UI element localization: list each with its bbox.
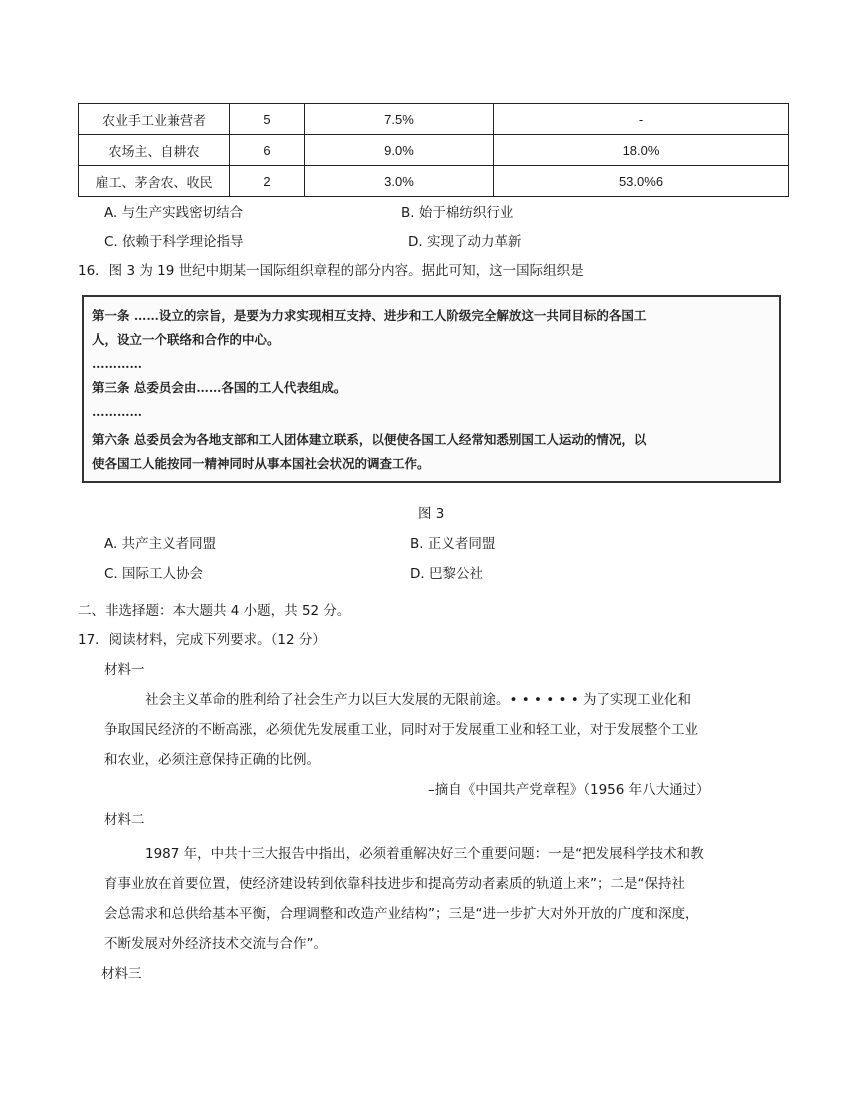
q16-option-a: A. 共产主义者同盟 [104,536,217,552]
material1-source: –摘自《中国共产党章程》（1956 年八大通过） [428,782,710,798]
charter-line: 人，设立一个联络和合作的中心。 [92,332,280,347]
table-cell: 7.5% [305,104,494,135]
table-cell: 6 [230,135,305,166]
table-cell: - [494,104,789,135]
material1-line: 社会主义革命的胜利给了社会生产力以巨大发展的无限前途。• • • • • • 为了实现工业化和 [145,692,692,708]
charter-line: 第三条 总委员会由……各国的工人代表组成。 [92,380,347,395]
charter-line: 第六条 总委员会为各地支部和工人团体建立联系，以便使各国工人经常知悉别国工人运动的情况，以 [92,432,647,447]
table-cell: 农场主、自耕农 [79,135,230,166]
material2-label: 材料二 [104,812,145,828]
material1-line: 争取国民经济的不断高涨，必须优先发展重工业，同时对于发展重工业和轻工业，对于发展整个工业 [104,722,698,738]
q15-option-c: C. 依赖于科学理论指导 [104,234,244,250]
charter-line: 第一条 ……设立的宗旨，是要为力求实现相互支持、进步和工人阶级完全解放这一共同目标的各国工 [92,308,647,323]
table-row [79,104,789,135]
material2-line: 不断发展对外经济技术交流与合作”。 [104,936,327,952]
material2-line: 会总需求和总供给基本平衡，合理调整和改造产业结构”；三是“进一步扩大对外开放的广度和深度， [104,906,699,922]
table-row [79,166,789,197]
material2-line: 育事业放在首要位置，使经济建设转到依靠科技进步和提高劳动者素质的轨道上来”；二是“保持社 [104,876,685,892]
material2-line: 1987 年，中共十三大报告中指出，必须着重解决好三个重要问题：一是“把发展科学技术和教 [145,846,704,862]
table-cell: 雇工、茅舍农、收民 [79,166,230,197]
q16-option-c: C. 国际工人协会 [104,566,204,582]
table-row [79,135,789,166]
charter-line: 使各国工人能按同一精神同时从事本国社会状况的调查工作。 [92,456,430,471]
table-cell: 农业手工业兼营者 [79,104,230,135]
statistics-table [78,103,789,197]
material1-label: 材料一 [104,662,145,678]
q16-stem: 16．图 3 为 19 世纪中期某一国际组织章程的部分内容。据此可知，这一国际组织是 [78,263,584,279]
q15-option-d: D. 实现了动力革新 [408,234,522,250]
q17-stem: 17．阅读材料，完成下列要求。（12 分） [78,632,326,648]
q15-option-a: A. 与生产实践密切结合 [104,205,244,221]
table-cell: 18.0% [494,135,789,166]
material1-line: 和农业，必须注意保持正确的比例。 [104,752,320,768]
figure-caption: 图 3 [418,506,445,522]
table-cell: 9.0% [305,135,494,166]
charter-line: ………… [92,404,142,419]
charter-line: ………… [92,356,142,371]
table-cell: 53.0%6 [494,166,789,197]
q15-option-b: B. 始于棉纺织行业 [401,205,514,221]
material3-label: 材料三 [101,966,142,982]
section-heading: 二、非选择题：本大题共 4 小题，共 52 分。 [78,603,351,619]
q16-option-b: B. 正义者同盟 [410,536,496,552]
q16-option-d: D. 巴黎公社 [410,566,483,582]
table-cell: 5 [230,104,305,135]
table-cell: 2 [230,166,305,197]
table-cell: 3.0% [305,166,494,197]
charter-figure [82,295,781,483]
